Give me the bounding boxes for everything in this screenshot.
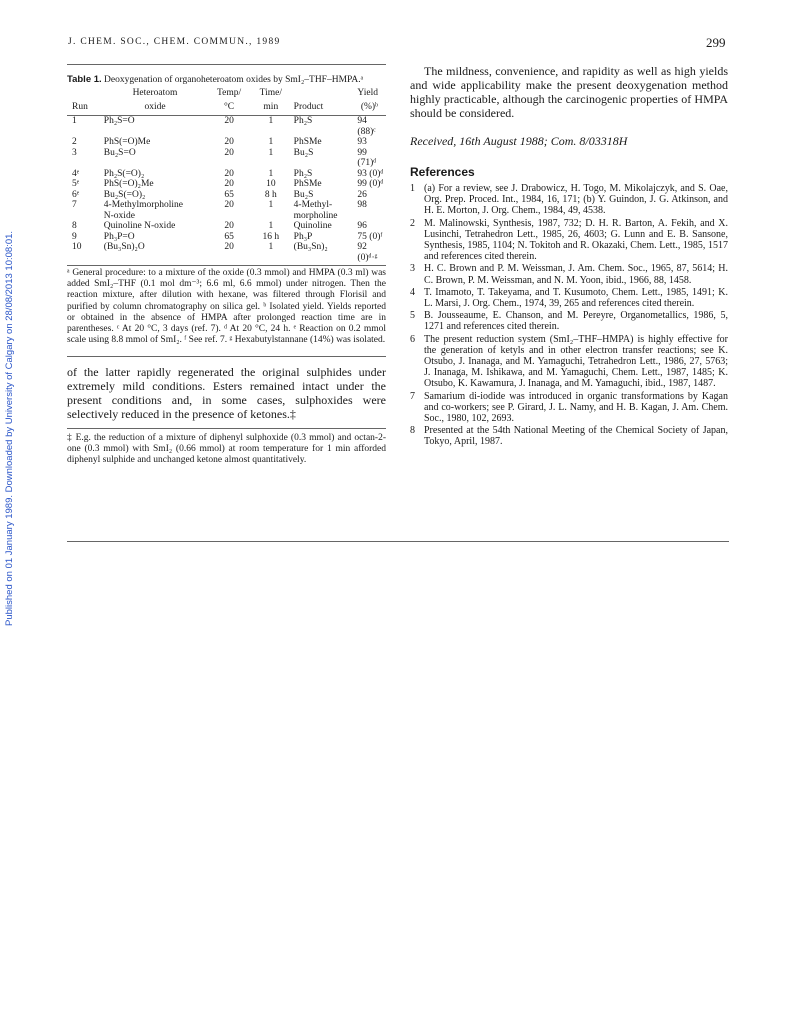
cell-yield: 93 (0)ᵈ [357, 168, 384, 179]
table-row [67, 232, 386, 243]
cell-time: 1 [268, 200, 274, 210]
reference-item [410, 334, 728, 390]
cell-run: 2 [72, 137, 77, 147]
cell-temp: 20 [208, 242, 250, 266]
cell-oxide: N-oxide [103, 210, 135, 221]
cell-product: Ph₂S [293, 116, 313, 126]
cell-yield: 26 [357, 189, 367, 200]
reference-item [410, 391, 728, 425]
cell-time: 1 [268, 116, 274, 126]
cell-oxide: 4-Methylmorpholine [103, 200, 183, 210]
cell-oxide: Bu₂S(=O)₂ [103, 189, 146, 200]
cell-run: 6ᵉ [72, 189, 80, 200]
cell-run: 7 [72, 200, 77, 210]
reference-number: 5 [410, 310, 415, 322]
cell-run: 3 [72, 147, 77, 158]
table-caption-text: Deoxygenation of organoheteroatom oxides by SmI₂–THF–HMPA.ᵃ [104, 75, 364, 85]
reference-item [410, 425, 728, 447]
reference-text: T. Imamoto, T. Takeyama, and T. Kusumoto, Chem. Lett., 1985, 1491; K. L. Marsi, J. Org. Chem., 1974, 39, 265 and references cited therein. [424, 286, 728, 310]
cell-temp: 65 [224, 231, 234, 242]
right-body-paragraph: The mildness, convenience, and rapidity as well as high yields and wide applicability make the present deoxygenation method highly practicable, although the carcinogenic properties of HMPA should be considered. [410, 64, 728, 120]
cell-oxide: Ph₂S=O [103, 116, 135, 126]
cell-oxide: (Bu₃Sn)₂O [102, 242, 208, 266]
cell-product: (Bu₃Sn)₂ [292, 242, 356, 266]
reference-text: (a) For a review, see J. Drabowicz, H. Togo, M. Mikolajczyk, and S. Oae, Org. Prep. Proced. Int., 1984, 16, 171; (b) Y. Guindon, J. G. Atkinson, and H. E. Morton, J. Org. Chem., 1984, 49, 4538. [424, 183, 728, 217]
col-header-product-spacer [292, 88, 356, 102]
reference-number: 4 [410, 286, 415, 298]
cell-product: Bu₂S [293, 189, 314, 200]
reference-text: The present reduction system (SmI₂–THF–HMPA) is highly effective for the generation of ketyls and in other electron transfer reactions; see K. Otsubo, J. Inanaga, and M. Yamaguchi, Tetrahedron Lett., 1986, 27, 5763; J. Inanaga, M. Ishikawa, and M. Yamaguchi, Chem. Lett., 1987, 1485; K. Otsubo, K. Kawamura, J. Inanaga, and M. Yamaguchi, ibid., 1987, 1487. [424, 333, 728, 390]
reference-text: Presented at the 54th National Meeting of the Chemical Society of Japan, Tokyo, April, 1987. [424, 425, 728, 448]
cell-time: 1 [268, 137, 274, 147]
cell-yield: 99 (71)ᵈ [357, 147, 377, 168]
cell-time: 1 [268, 147, 274, 158]
cell-run: 10 [67, 242, 102, 266]
cell-run: 9 [72, 231, 77, 242]
cell-product: Quinoline [293, 221, 332, 231]
received-line: Received, 16th August 1988; Com. 8/03318H [410, 134, 628, 148]
reference-number: 1 [410, 183, 415, 194]
references-heading: References [410, 165, 475, 179]
cell-temp: 20 [224, 179, 234, 189]
results-table [67, 88, 386, 266]
cell-yield [355, 211, 386, 222]
cell-oxide: Quinoline N-oxide [103, 221, 176, 231]
cell-yield: 93 [357, 137, 367, 147]
cell-product: PhSMe [293, 137, 322, 147]
cell-yield: 99 (0)ᵈ [357, 179, 384, 189]
col-header-run-spacer [67, 88, 102, 102]
reference-item [410, 183, 728, 217]
cell-product: Ph₃P [293, 231, 313, 242]
cell-product: 4-Methyl- [293, 200, 333, 210]
col-header-product: Product [292, 102, 356, 116]
dagger-footnote: ‡ E.g. the reduction of a mixture of diphenyl sulphoxide (0.3 mmol) and octan-2-one (0.3 mmol) with SmI₂ (0.66 mmol) at room temperature for 1 min afforded diphenyl sulphide and unchanged ketone almost quantitatively. [67, 428, 386, 466]
right-column [410, 64, 728, 449]
col-header-oxide: oxide [102, 102, 208, 116]
cell-product: Bu₂S [293, 147, 314, 158]
top-rule [67, 64, 386, 65]
cell-oxide: PhS(=O)₂Me [103, 179, 154, 189]
reference-list [410, 183, 728, 448]
table-caption [67, 74, 386, 86]
cell-oxide: Ph₃P=O [103, 231, 135, 242]
col-header-time-unit: min [250, 102, 292, 116]
left-body-paragraph: of the latter rapidly regenerated the original sulphides under extremely mild conditions. Esters remained intact under the present conditions and, in some cases, sulphoxides were selectively reduced in the presence of ketones.‡ [67, 356, 386, 421]
reference-item [410, 287, 728, 309]
table-body [67, 116, 386, 266]
reference-number: 7 [410, 390, 415, 402]
cell-time [250, 211, 292, 222]
cell-yield: 75 (0)ᶠ [357, 231, 383, 242]
cell-run: 5ᵉ [72, 179, 80, 189]
reference-number: 6 [410, 333, 415, 345]
cell-temp: 20 [224, 221, 234, 231]
col-header-time: Time/ [259, 88, 282, 98]
cell-time: 16 h [262, 231, 280, 242]
cell-oxide: PhS(=O)Me [103, 137, 151, 147]
cell-oxide: Bu₂S=O [103, 147, 136, 158]
table-row [67, 190, 386, 201]
reference-text: H. C. Brown and P. M. Weissman, J. Am. Chem. Soc., 1965, 87, 5614; H. C. Brown, P. M. Weissman, and N. M. Yoon, ibid., 1966, 88, 1458. [424, 263, 728, 286]
cell-product: PhSMe [293, 179, 322, 189]
cell-yield: 94 (88)ᶜ [357, 116, 376, 137]
reference-number: 3 [410, 263, 415, 275]
cell-temp: 20 [224, 147, 234, 158]
cell-time: 8 h [264, 189, 277, 200]
reference-text: B. Jousseaume, E. Chanson, and M. Pereyre, Organometallics, 1986, 5, 1271 and references cited therein. [424, 310, 728, 333]
table-label: Table 1. [67, 74, 102, 85]
reference-text: Samarium di-iodide was introduced in organic transformations by Kagan and co-workers; see P. Girard, J. L. Namy, and H. B. Kagan, J. Am. Chem. Soc., 1980, 102, 2693. [424, 390, 728, 425]
cell-run: 1 [72, 116, 77, 126]
bottom-rule [67, 541, 729, 542]
cell-temp: 65 [224, 189, 234, 200]
col-header-temp-unit: °C [208, 102, 250, 116]
reference-item [410, 310, 728, 332]
col-header-heteroatom: Heteroatom [132, 88, 178, 98]
table-row [67, 169, 386, 180]
cell-yield: 98 [357, 200, 367, 210]
cell-time: 1 [268, 221, 274, 231]
cell-oxide: Ph₂S(=O)₂ [103, 168, 145, 179]
table-row [67, 211, 386, 222]
table-row [67, 221, 386, 232]
cell-temp: 20 [224, 137, 234, 147]
reference-number: 2 [410, 217, 415, 229]
table-row [67, 137, 386, 148]
reference-text: M. Malinowski, Synthesis, 1987, 732; D. H. R. Barton, A. Fekih, and X. Lusinchi, Tetrahedron Lett., 1985, 26, 4603; G. Lunn and E. B. Sansone, Synthesis, 1985, 1104; N. Tokitoh and R. Okazaki, Chem. Lett., 1985, 1517 and references cited therein. [424, 217, 728, 263]
reference-number: 8 [410, 425, 415, 437]
cell-run: 4ᵉ [72, 168, 80, 179]
cell-yield: 96 [357, 221, 367, 231]
col-header-yield-unit: (%)ᵇ [355, 102, 386, 116]
running-head: J. CHEM. SOC., CHEM. COMMUN., 1989 [68, 37, 281, 47]
col-header-temp: Temp/ [217, 88, 242, 98]
table-row [67, 200, 386, 211]
cell-time: 10 [266, 179, 276, 189]
cell-time: 1 [268, 168, 274, 179]
cell-product: morpholine [293, 210, 338, 221]
col-header-run: Run [67, 102, 102, 116]
cell-run [67, 211, 102, 222]
page-number: 299 [706, 35, 726, 50]
col-header-yield: Yield [357, 88, 378, 98]
table-row [67, 148, 386, 169]
cell-temp: 20 [224, 116, 234, 126]
download-watermark-text: Published on 01 January 1989. Downloaded by University of Calgary on 28/08/2013 10:08:01. [4, 230, 15, 626]
left-column [67, 64, 386, 466]
cell-run: 8 [72, 221, 77, 231]
table-row [67, 179, 386, 190]
table-footnote: ᵃ General procedure: to a mixture of the oxide (0.3 mmol) and HMPA (0.3 ml) was added SmI₂–THF (0.1 mol dm⁻³; 6.6 ml, 6.6 mmol) under nitrogen. Then the reaction mixture, after dilution with hexane, was filtered through Florisil and purified by column chromatography on silica gel. ᵇ Isolated yield. Yields reported or obtained in the absence of HMPA after prolonged reaction time are in parentheses. ᶜ At 20 °C, 3 days (ref. 7). ᵈ At 20 °C, 24 h. ᵉ Reaction on 0.2 mmol scale using 8.8 mmol of SmI₂. ᶠ See ref. 7. ᵍ Hexabutylstannane (14%) was isolated. [67, 268, 386, 346]
table-row [67, 242, 386, 266]
reference-item [410, 263, 728, 285]
cell-product: Ph₂S [293, 168, 313, 179]
cell-temp: 20 [224, 168, 234, 179]
cell-yield: 92 (0)ᵈ·ᵍ [355, 242, 386, 266]
cell-temp: 20 [224, 200, 234, 210]
download-watermark [2, 158, 18, 628]
cell-temp [208, 211, 250, 222]
cell-time: 1 [250, 242, 292, 266]
table-row [67, 116, 386, 138]
reference-item [410, 218, 728, 263]
